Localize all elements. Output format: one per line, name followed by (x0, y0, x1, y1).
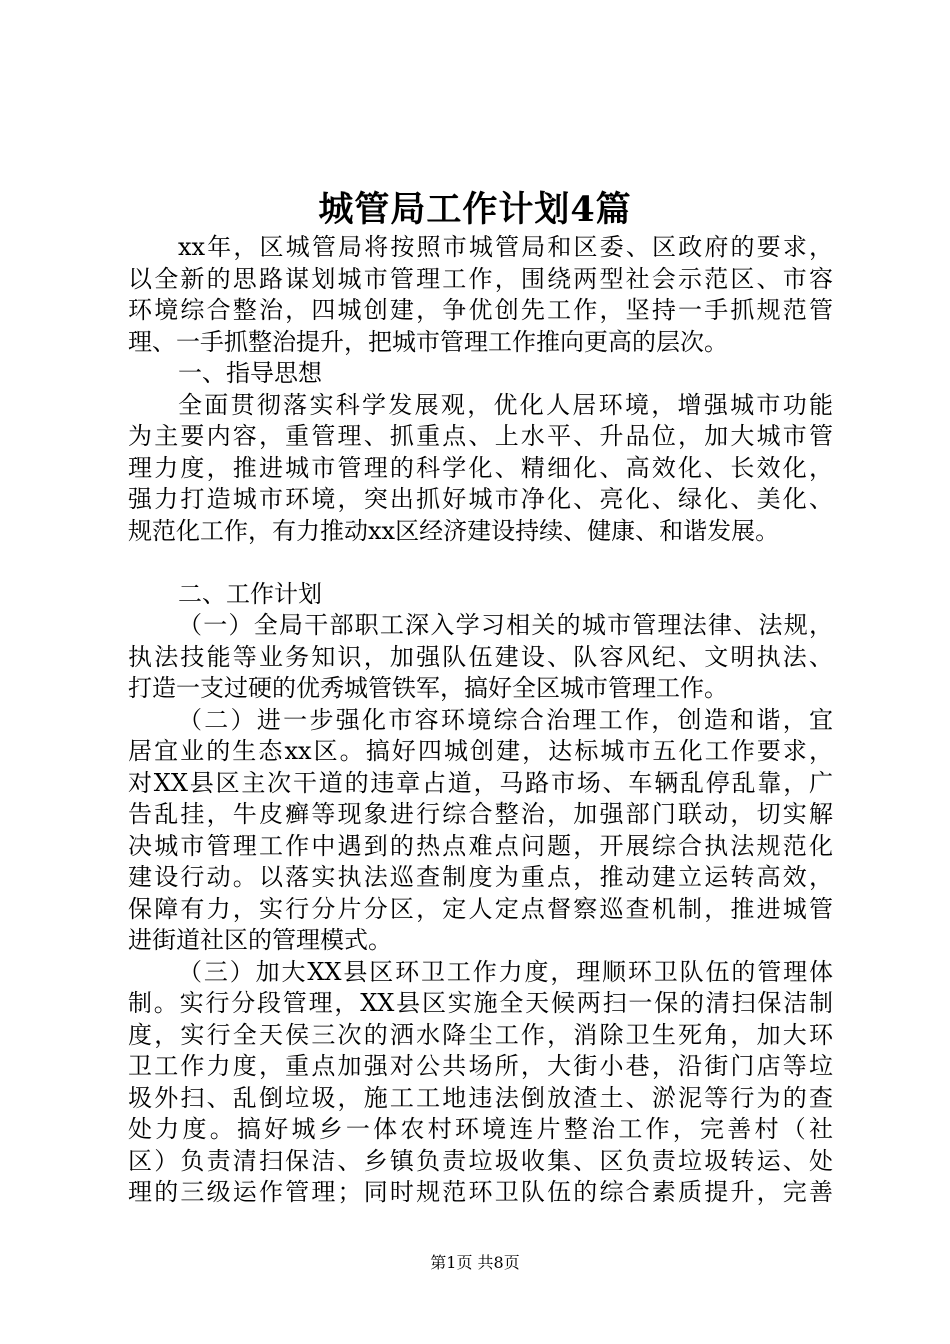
paragraph-line: 理力度，推进城市管理的科学化、精细化、高效化、长效化， (128, 453, 833, 482)
paragraph-line: 决城市管理工作中遇到的热点难点问题，开展综合执法规范化 (128, 831, 833, 860)
paragraph-line: 区）负责清扫保洁、乡镇负责垃圾收集、区负责垃圾转运、处 (128, 1146, 833, 1175)
paragraph-line: xx年，区城管局将按照市城管局和区委、区政府的要求， (178, 233, 833, 261)
paragraph-line: 告乱挂，牛皮癣等现象进行综合整治，加强部门联动，切实解 (128, 800, 833, 828)
paragraph-line: 制。实行分段管理，XX县区实施全天候两扫一保的清扫保洁制 (128, 989, 833, 1017)
paragraph-line: 保障有力，实行分片分区，定人定点督察巡查机制，推进城管 (128, 894, 833, 923)
paragraph-line: 理的三级运作管理；同时规范环卫队伍的综合素质提升，完善 (128, 1178, 833, 1206)
paragraph-line: 执法技能等业务知识，加强队伍建设、队容风纪、文明执法、 (128, 642, 833, 671)
document-body (128, 232, 833, 1209)
paragraph-line: 理、一手抓整治提升，把城市管理工作推向更高的层次。 (128, 327, 728, 356)
paragraph-line: 强力打造城市环境，突出抓好城市净化、亮化、绿化、美化、 (128, 485, 833, 513)
paragraph-line: 度，实行全天侯三次的洒水降尘工作，消除卫生死角，加大环 (128, 1020, 833, 1049)
paragraph-line: 打造一支过硬的优秀城管铁军，搞好全区城市管理工作。 (128, 674, 728, 702)
paragraph-line: （二）进一步强化市容环境综合治理工作，创造和谐，宜 (178, 705, 833, 734)
paragraph-line: 处力度。搞好城乡一体农村环境连片整治工作，完善村（社 (128, 1115, 833, 1143)
paragraph-line: 建设行动。以落实执法巡查制度为重点，推动建立运转高效， (128, 863, 833, 891)
section-heading: 二、工作计划 (178, 579, 322, 608)
paragraph-line: 环境综合整治，四城创建，争优创先工作，坚持一手抓规范管 (128, 296, 833, 324)
paragraph-line: 全面贯彻落实科学发展观，优化人居环境，增强城市功能 (178, 390, 833, 419)
paragraph-line: 圾外扫、乱倒垃圾，施工工地违法倒放渣土、淤泥等行为的查 (128, 1083, 833, 1112)
section-heading: 一、指导思想 (178, 359, 322, 387)
paragraph-line: 规范化工作，有力推动xx区经济建设持续、健康、和谐发展。 (128, 516, 780, 545)
paragraph-line: 为主要内容，重管理、抓重点、上水平、升品位，加大城市管 (128, 422, 833, 450)
document-title: 城管局工作计划4篇 (318, 189, 632, 230)
paragraph-line: 以全新的思路谋划城市管理工作，围绕两型社会示范区、市容 (128, 264, 833, 293)
paragraph-line: 居宜业的生态xx区。搞好四城创建，达标城市五化工作要求， (128, 737, 833, 765)
page-footer: 第1页 共8页 (430, 1253, 520, 1272)
paragraph-line: 卫工作力度，重点加强对公共场所，大街小巷，沿街门店等垃 (128, 1052, 833, 1080)
paragraph-line: （一）全局干部职工深入学习相关的城市管理法律、法规， (178, 611, 833, 639)
paragraph-line: 进街道社区的管理模式。 (128, 926, 392, 954)
paragraph-line: （三）加大XX县区环卫工作力度，理顺环卫队伍的管理体 (178, 957, 833, 986)
paragraph-line: 对XX县区主次干道的违章占道，马路市场、车辆乱停乱靠，广 (128, 768, 833, 797)
blank-line (128, 547, 833, 579)
